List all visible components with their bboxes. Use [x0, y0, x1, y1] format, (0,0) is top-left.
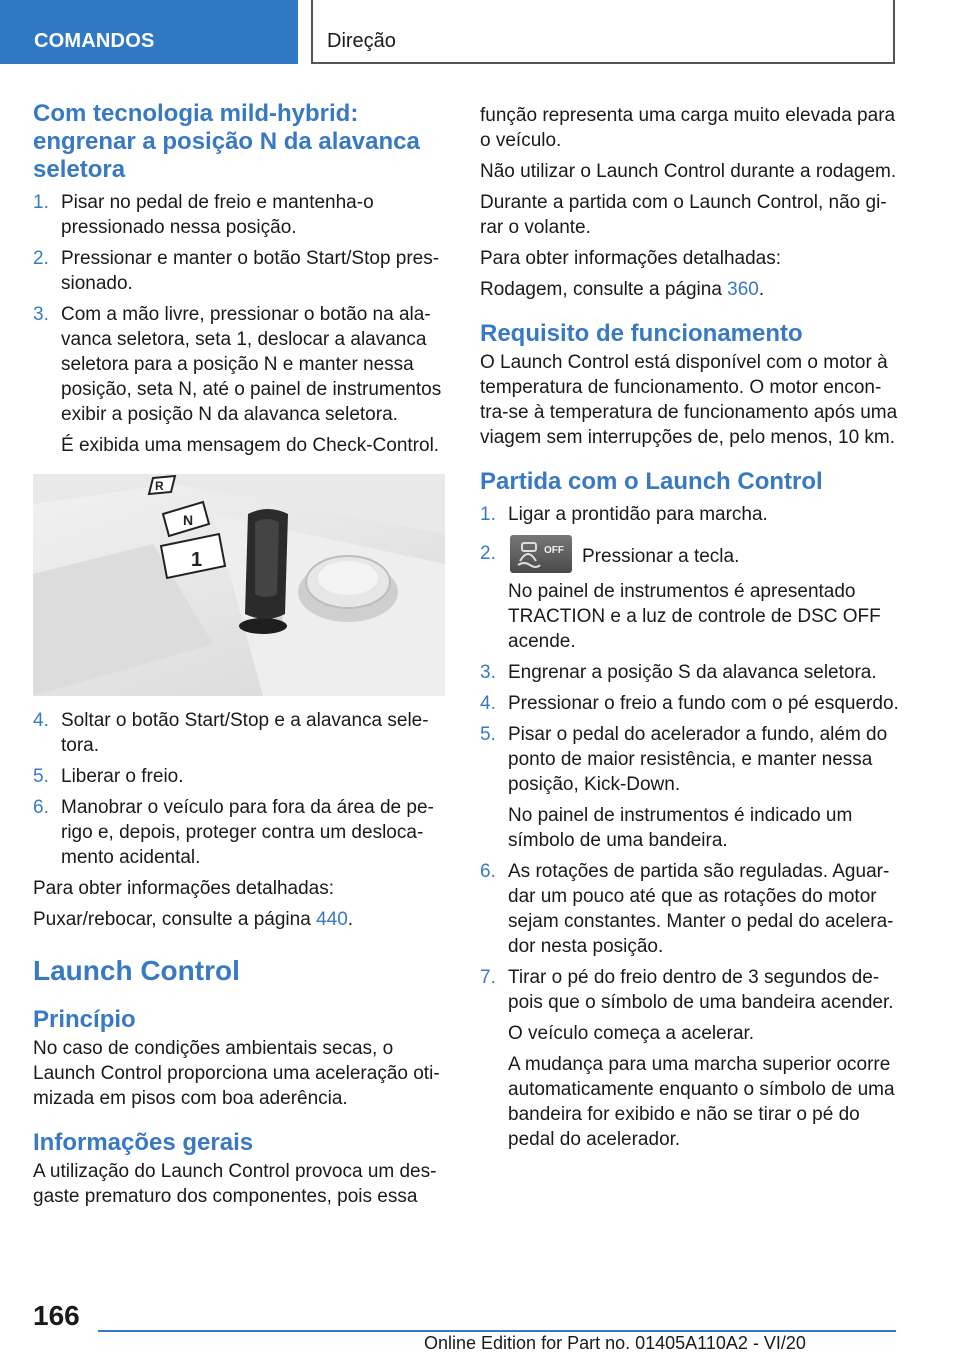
- step-text: Com a mão livre, pressionar o botão na alavanca seletora, seta 1, deslocar a alavanca seletora para a posição N e manter nessa posição, seta N, até o painel de instrumentos exibir a posição N da alavanca seletora.: [61, 304, 442, 425]
- list-item: [480, 660, 900, 685]
- heading-principio: Princípio: [33, 1006, 136, 1033]
- step-text: As rotações de partida são reguladas. Aguardar um pouco até que as rotações do motor sejam constantes. Manter o pedal do acelerador nesta posição.: [508, 861, 894, 957]
- svg-text:OFF: OFF: [544, 545, 564, 556]
- step-text: Soltar o botão Start/Stop e a alavanca seletora.: [61, 710, 429, 756]
- step-text: Liberar o freio.: [61, 766, 184, 787]
- paragraph: função representa uma carga muito elevada para o veículo.: [480, 105, 896, 151]
- paragraph: Para obter informações detalhadas:: [480, 248, 782, 269]
- arrow-r-icon: [149, 476, 175, 494]
- step-text: Ligar a prontidão para marcha.: [508, 504, 768, 525]
- list-item: [480, 541, 900, 654]
- step-number: 3.: [33, 304, 49, 325]
- paragraph: Rodagem, consulte a página 360.: [480, 279, 765, 300]
- heading-requisito: Requisito de funcionamento: [480, 320, 803, 347]
- step-number: 5.: [480, 724, 496, 745]
- dsc-off-button-icon: [510, 535, 572, 573]
- step-number: 5.: [33, 766, 49, 787]
- step-text: Engrenar a posição S da alavanca seletora.: [508, 662, 877, 683]
- step-text: Pisar no pedal de freio e mantenha-o pressionado nessa posição.: [61, 192, 374, 238]
- page-link[interactable]: 360: [727, 279, 759, 300]
- requisito-text: O Launch Control está disponível com o motor à temperatura de funcionamento. O motor encontra-se à temperatura de funcionamento após uma viagem sem interrupções de, pelo menos, 10 km.: [480, 352, 898, 448]
- step-number: 6.: [33, 797, 49, 818]
- list-item: [33, 246, 445, 296]
- step-note: É exibida uma mensagem do Check-Control.: [61, 435, 440, 456]
- step-note: No painel de instrumentos é indicado um símbolo de uma bandeira.: [508, 805, 853, 851]
- step-note: No painel de instrumentos é apresentado TRACTION e a luz de controle de DSC OFF acende.: [508, 581, 881, 652]
- list-item: [480, 859, 900, 959]
- steps-list-1: [33, 190, 445, 458]
- arrow-1-icon: [161, 534, 225, 578]
- step-number: 7.: [480, 967, 496, 988]
- step-text: OFF Pressionar a tecla.: [508, 541, 900, 573]
- gear-lever-illustration: [33, 474, 445, 696]
- page-link[interactable]: 440: [316, 909, 348, 930]
- step-number: 1.: [33, 192, 49, 213]
- gear-selector-figure: [33, 474, 445, 696]
- chapter-title: Direção: [311, 0, 895, 64]
- edition-note: Online Edition for Part no. 01405A110A2 - VI/20: [424, 1333, 806, 1353]
- steps-list-2: [33, 708, 445, 870]
- list-item: [480, 722, 900, 853]
- step-number: 4.: [33, 710, 49, 731]
- right-column: [480, 103, 900, 1152]
- step-number: 3.: [480, 662, 496, 683]
- list-item: [33, 708, 445, 758]
- info-intro: Para obter informações detalhadas:: [33, 878, 335, 899]
- step-text: Pressionar o freio a fundo com o pé esquerdo.: [508, 693, 899, 714]
- heading-informacoes-gerais: Informações gerais: [33, 1129, 254, 1156]
- list-item: [33, 190, 445, 240]
- step-text: Pressionar e manter o botão Start/Stop pressionado.: [61, 248, 440, 294]
- section-tab: COMANDOS: [0, 0, 298, 64]
- info-reference: Puxar/rebocar, consulte a página 440.: [33, 909, 354, 930]
- step-note: O veículo começa a acelerar.: [508, 1023, 755, 1044]
- step-number: 6.: [480, 861, 496, 882]
- list-item: [33, 795, 445, 870]
- heading-mild-hybrid: Com tecnologia mild-hybrid: engrenar a posição N da alavanca seletora: [33, 100, 420, 183]
- heading-launch-control: Launch Control: [33, 955, 240, 986]
- step-text: Manobrar o veículo para fora da área de perigo e, depois, proteger contra um deslocamento acidental.: [61, 797, 434, 868]
- page-number: 166: [33, 1300, 80, 1331]
- list-item: [480, 691, 900, 716]
- step-note: A mudança para uma marcha superior ocorre automaticamente enquanto o símbolo de uma bandeira for exibido e não se tirar o pé do pedal do acelerador.: [508, 1054, 895, 1150]
- step-text: Pisar o pedal do acelerador a fundo, além do ponto de maior resistência, e manter nessa posição, Kick-Down.: [508, 724, 888, 795]
- arrow-n-icon: [163, 502, 209, 536]
- svg-text:R: R: [155, 479, 164, 493]
- step-number: 1.: [480, 504, 496, 525]
- left-column: [33, 100, 445, 1209]
- paragraph: Durante a partida com o Launch Control, não girar o volante.: [480, 192, 887, 238]
- svg-text:N: N: [183, 512, 194, 528]
- paragraph: Não utilizar o Launch Control durante a rodagem.: [480, 161, 897, 182]
- heading-partida: Partida com o Launch Control: [480, 468, 823, 495]
- footer-divider: [98, 1330, 896, 1332]
- principio-text: No caso de condições ambientais secas, o Launch Control proporciona uma aceleração otimizada em pisos com boa aderência.: [33, 1038, 440, 1109]
- step-number: 2.: [480, 543, 496, 564]
- list-item: [33, 764, 445, 789]
- launch-steps-list: [480, 502, 900, 1152]
- svg-text:1: 1: [191, 549, 203, 571]
- list-item: [480, 502, 900, 527]
- info-text: A utilização do Launch Control provoca um desgaste prematuro dos componentes, pois essa: [33, 1161, 437, 1207]
- step-number: 2.: [33, 248, 49, 269]
- list-item: [33, 302, 445, 458]
- step-number: 4.: [480, 693, 496, 714]
- step-text: Tirar o pé do freio dentro de 3 segundos depois que o símbolo de uma bandeira acender.: [508, 967, 894, 1013]
- list-item: [480, 965, 900, 1152]
